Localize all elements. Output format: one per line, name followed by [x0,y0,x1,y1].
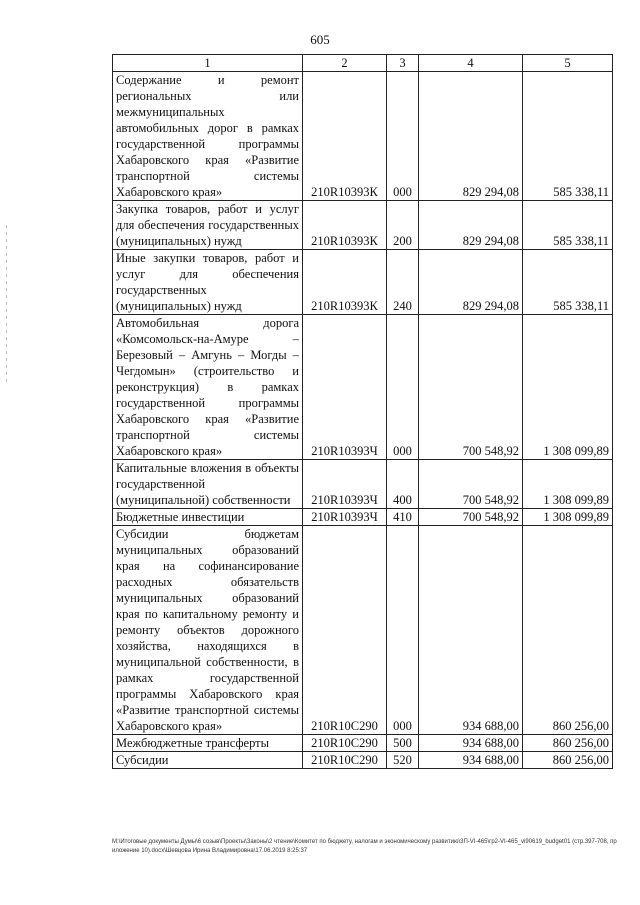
expense-type-code: 240 [387,250,419,315]
row-name: Бюджетные инвестиции [113,509,303,526]
row-name: Иные закупки товаров, работ и услуг для обеспечения государственных (муниципальных) нужд [113,250,303,315]
amount-col4: 829 294,08 [419,250,523,315]
target-article-code: 210R10393К [303,250,387,315]
expense-type-code: 200 [387,201,419,250]
row-name: Субсидии [113,752,303,769]
amount-col4: 934 688,00 [419,526,523,735]
row-name: Субсидии бюджетам муниципальных образований края на софинансирование расходных обязательств муниципальных образований края по капитальному ремонту и ремонту объектов дорожного хозяйства, находящихся в муниципальной собственности, в рамках государственной программы Хабаровского края «Развитие транспортной системы Хабаровского края» [113,526,303,735]
amount-col5: 1 308 099,89 [523,460,613,509]
amount-col4: 934 688,00 [419,735,523,752]
target-article-code: 210R10393Ч [303,315,387,460]
expense-type-code: 000 [387,315,419,460]
table-row [113,752,613,769]
expense-type-code: 500 [387,735,419,752]
amount-col5: 1 308 099,89 [523,509,613,526]
amount-col5: 585 338,11 [523,250,613,315]
amount-col4: 829 294,08 [419,201,523,250]
table-row [113,72,613,201]
amount-col4: 829 294,08 [419,72,523,201]
target-article-code: 210R10393Ч [303,509,387,526]
expense-type-code: 000 [387,72,419,201]
budget-table [112,54,613,769]
amount-col5: 860 256,00 [523,752,613,769]
target-article-code: 210R10393К [303,201,387,250]
row-name: Содержание и ремонт региональных или межмуниципальных автомобильных дорог в рамках государственной программы Хабаровского края «Развитие транспортной системы Хабаровского края» [113,72,303,201]
expense-type-code: 000 [387,526,419,735]
column-header: 2 [303,55,387,72]
expense-type-code: 410 [387,509,419,526]
row-name: Закупка товаров, работ и услуг для обеспечения государственных (муниципальных) нужд [113,201,303,250]
amount-col5: 860 256,00 [523,526,613,735]
amount-col5: 585 338,11 [523,72,613,201]
amount-col4: 700 548,92 [419,315,523,460]
column-header: 4 [419,55,523,72]
row-name: Капитальные вложения в объекты государственной (муниципальной) собственности [113,460,303,509]
amount-col5: 860 256,00 [523,735,613,752]
target-article-code: 210R10С290 [303,752,387,769]
target-article-code: 210R10393Ч [303,460,387,509]
document-path-footer: M:\Итоговые документы Думы\6 созыв\Проекты\Законы\2 чтение\Комитет по бюджету, налогам и экономическому развитию\3П-VI-465\гр2-VI-465_vi90619_budget01 (стр.397-708, приложение 10).docx\Шевцова Ирина Владимировна\17.06.2019 8:25:37 [112,839,617,854]
column-header: 5 [523,55,613,72]
target-article-code: 210R10393К [303,72,387,201]
page-number: 605 [310,32,330,47]
table-row [113,526,613,735]
expense-type-code: 520 [387,752,419,769]
target-article-code: 210R10С290 [303,526,387,735]
amount-col4: 934 688,00 [419,752,523,769]
target-article-code: 210R10С290 [303,735,387,752]
table-header-row [113,55,613,72]
table-row [113,201,613,250]
table-row [113,250,613,315]
amount-col5: 1 308 099,89 [523,315,613,460]
row-name: Автомобильная дорога «Комсомольск-на-Амуре – Березовый – Амгунь – Могды – Чегдомын» (строительство и реконструкция) в рамках государственной программы Хабаровского края «Развитие транспортной системы Хабаровского края» [113,315,303,460]
column-header: 1 [113,55,303,72]
amount-col4: 700 548,92 [419,509,523,526]
amount-col5: 585 338,11 [523,201,613,250]
table-row [113,460,613,509]
table-row [113,315,613,460]
scan-margin-mark [6,225,7,385]
table-row [113,509,613,526]
expense-type-code: 400 [387,460,419,509]
row-name: Межбюджетные трансферты [113,735,303,752]
table-row [113,735,613,752]
column-header: 3 [387,55,419,72]
amount-col4: 700 548,92 [419,460,523,509]
